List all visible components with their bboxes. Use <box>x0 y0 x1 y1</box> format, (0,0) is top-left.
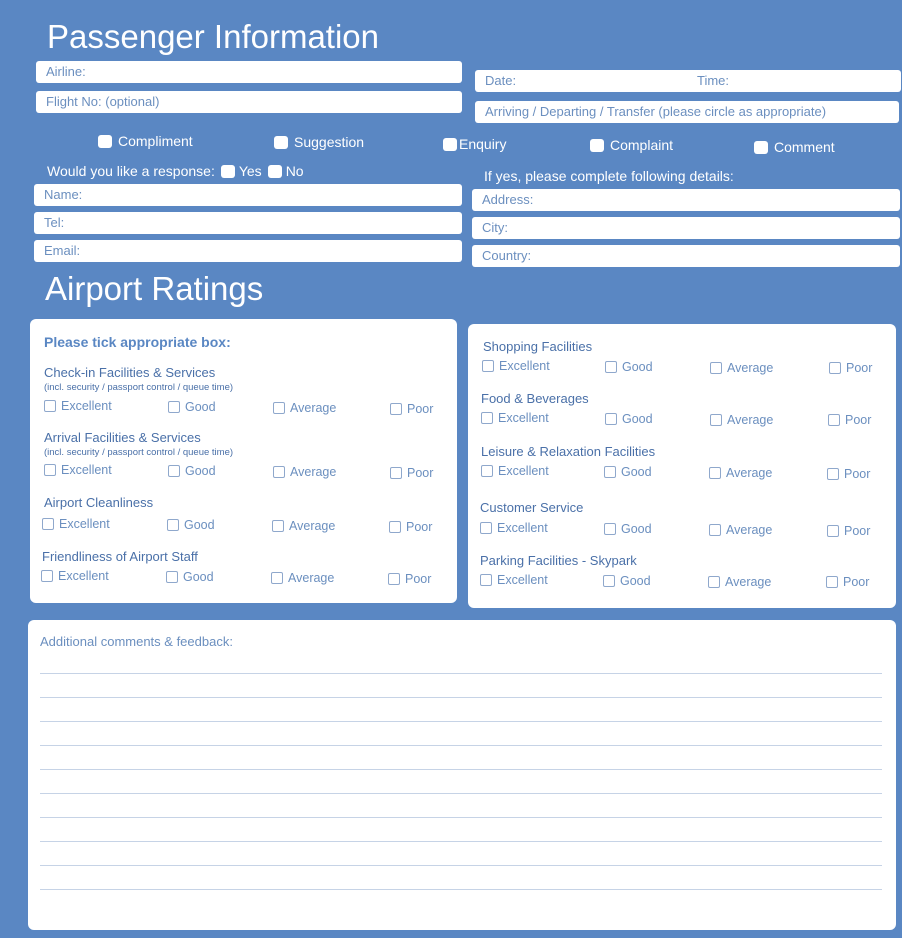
rating-label-shopping: Shopping Facilities <box>483 339 593 354</box>
country-field[interactable]: Country: <box>472 245 900 267</box>
checkbox-icon[interactable] <box>828 414 840 426</box>
friendliness-poor[interactable] <box>388 572 431 586</box>
check-in-poor[interactable] <box>390 402 433 416</box>
tel-field[interactable]: Tel: <box>34 212 462 234</box>
complaint-option[interactable] <box>590 137 673 153</box>
comment-label: Comment <box>774 139 835 155</box>
rating-label-check-in: Check-in Facilities & Services <box>44 365 216 380</box>
checkbox-icon[interactable] <box>826 576 838 588</box>
option-label: Average <box>727 361 774 375</box>
suggestion-option[interactable] <box>274 134 364 150</box>
option-label: Excellent <box>499 359 550 373</box>
checkbox-icon[interactable] <box>709 524 721 536</box>
rating-label-arrival: Arrival Facilities & Services <box>44 430 201 445</box>
option-label: Excellent <box>58 569 109 583</box>
no-checkbox[interactable] <box>268 165 282 178</box>
parking-average[interactable] <box>708 575 771 589</box>
checkbox-icon[interactable] <box>480 522 492 534</box>
checkbox-icon[interactable] <box>271 572 283 584</box>
option-label: Good <box>622 360 653 374</box>
option-label: Excellent <box>498 464 549 478</box>
option-label: Poor <box>407 402 434 416</box>
customer-service-excellent[interactable] <box>480 521 548 535</box>
suggestion-label: Suggestion <box>294 134 365 150</box>
complaint-checkbox[interactable] <box>590 139 604 152</box>
writing-line <box>40 697 882 698</box>
checkbox-icon[interactable] <box>827 468 839 480</box>
rating-label-friendliness: Friendliness of Airport Staff <box>42 549 198 564</box>
option-label: Excellent <box>61 463 112 477</box>
checkbox-icon[interactable] <box>272 520 284 532</box>
city-field[interactable]: City: <box>472 217 900 239</box>
option-label: Average <box>725 575 772 589</box>
email-field[interactable]: Email: <box>34 240 462 262</box>
checkbox-icon[interactable] <box>44 464 56 476</box>
ratings-instruction: Please tick appropriate box: <box>44 334 231 350</box>
checkbox-icon[interactable] <box>481 412 493 424</box>
option-label: Good <box>622 412 653 426</box>
yes-label: Yes <box>238 163 262 179</box>
cleanliness-poor[interactable] <box>389 520 432 534</box>
shopping-good[interactable] <box>605 360 653 374</box>
option-label: Good <box>183 570 214 584</box>
option-label: Excellent <box>497 521 548 535</box>
writing-line <box>40 721 882 722</box>
checkbox-icon[interactable] <box>42 518 54 530</box>
arriving-departing-field[interactable]: Arriving / Departing / Transfer (please circle as appropriate) <box>475 101 899 123</box>
checkbox-icon[interactable] <box>44 400 56 412</box>
friendliness-good[interactable] <box>166 570 214 584</box>
option-label: Average <box>288 571 335 585</box>
option-label: Average <box>726 466 773 480</box>
yes-checkbox[interactable] <box>221 165 235 178</box>
customer-service-poor[interactable] <box>827 524 870 538</box>
time-label: Time: <box>697 73 730 88</box>
passenger-information-heading: Passenger Information <box>47 18 380 55</box>
rating-label-leisure: Leisure & Relaxation Facilities <box>481 444 656 459</box>
check-in-good[interactable] <box>168 400 216 414</box>
checkbox-icon[interactable] <box>604 466 616 478</box>
checkbox-icon[interactable] <box>273 402 285 414</box>
friendliness-average[interactable] <box>271 571 334 585</box>
option-label: Poor <box>407 466 434 480</box>
option-label: Good <box>184 518 215 532</box>
checkbox-icon[interactable] <box>167 519 179 531</box>
writing-line <box>40 745 882 746</box>
option-label: Good <box>621 465 652 479</box>
enquiry-option[interactable] <box>443 136 506 152</box>
checkbox-icon[interactable] <box>41 570 53 582</box>
checkbox-icon[interactable] <box>480 574 492 586</box>
comment-checkbox[interactable] <box>754 141 768 154</box>
cleanliness-good[interactable] <box>167 518 215 532</box>
option-label: Poor <box>405 572 432 586</box>
option-label: Excellent <box>61 399 112 413</box>
option-label: Excellent <box>59 517 110 531</box>
enquiry-checkbox[interactable] <box>443 138 457 151</box>
no-label: No <box>285 163 304 179</box>
option-label: Good <box>621 522 652 536</box>
option-label: Poor <box>846 361 873 375</box>
leisure-average[interactable] <box>709 466 772 480</box>
customer-service-average[interactable] <box>709 523 772 537</box>
writing-line <box>40 793 882 794</box>
checkbox-icon[interactable] <box>273 466 285 478</box>
checkbox-icon[interactable] <box>390 467 402 479</box>
comments-label: Additional comments & feedback: <box>40 634 233 649</box>
comments-panel[interactable] <box>28 620 896 930</box>
cleanliness-average[interactable] <box>272 519 335 533</box>
airline-field[interactable]: Airline: <box>36 61 462 83</box>
rating-sublabel-check-in: (incl. security / passport control / queue time) <box>44 382 234 393</box>
rating-sublabel-arrival: (incl. security / passport control / queue time) <box>44 447 234 458</box>
option-label: Excellent <box>498 411 549 425</box>
rating-label-customer-service: Customer Service <box>480 500 584 515</box>
ratings-panel-left <box>30 319 457 603</box>
parking-excellent[interactable] <box>480 573 548 587</box>
writing-line <box>40 769 882 770</box>
date-label: Date: <box>485 73 517 88</box>
checkbox-icon[interactable] <box>827 525 839 537</box>
option-label: Poor <box>406 520 433 534</box>
food-good[interactable] <box>605 412 653 426</box>
option-label: Average <box>290 465 337 479</box>
checkbox-icon[interactable] <box>603 575 615 587</box>
checkbox-icon[interactable] <box>388 573 400 585</box>
check-in-excellent[interactable] <box>44 399 112 413</box>
shopping-excellent[interactable] <box>482 359 550 373</box>
leisure-good[interactable] <box>604 465 652 479</box>
writing-line <box>40 673 882 674</box>
checkbox-icon[interactable] <box>605 361 617 373</box>
checkbox-icon[interactable] <box>390 403 402 415</box>
checkbox-icon[interactable] <box>605 413 617 425</box>
name-field[interactable]: Name: <box>34 184 462 206</box>
arrival-excellent[interactable] <box>44 463 112 477</box>
arrival-good[interactable] <box>168 464 216 478</box>
option-label: Good <box>185 464 216 478</box>
option-label: Average <box>727 413 774 427</box>
option-label: Average <box>289 519 336 533</box>
option-label: Good <box>185 400 216 414</box>
rating-label-parking: Parking Facilities - Skypark <box>480 553 637 568</box>
enquiry-label: Enquiry <box>459 136 507 152</box>
option-label: Excellent <box>497 573 548 587</box>
airport-ratings-heading: Airport Ratings <box>45 270 264 307</box>
arrival-average[interactable] <box>273 465 336 479</box>
if-yes-instruction: If yes, please complete following details: <box>484 168 734 184</box>
food-average[interactable] <box>710 413 773 427</box>
writing-line <box>40 841 882 842</box>
check-in-average[interactable] <box>273 401 336 415</box>
compliment-checkbox[interactable] <box>98 135 112 148</box>
checkbox-icon[interactable] <box>709 467 721 479</box>
checkbox-icon[interactable] <box>710 362 722 374</box>
food-poor[interactable] <box>828 413 871 427</box>
option-label: Good <box>620 574 651 588</box>
cleanliness-excellent[interactable] <box>42 517 110 531</box>
response-question <box>47 163 304 179</box>
flight-no-field[interactable]: Flight No: (optional) <box>36 91 462 113</box>
leisure-excellent[interactable] <box>481 464 549 478</box>
suggestion-checkbox[interactable] <box>274 136 288 149</box>
writing-line <box>40 865 882 866</box>
checkbox-icon[interactable] <box>604 523 616 535</box>
rating-label-cleanliness: Airport Cleanliness <box>44 495 154 510</box>
response-question-label: Would you like a response: <box>47 163 215 179</box>
address-field[interactable]: Address: <box>472 189 900 211</box>
date-time-field[interactable] <box>475 70 901 92</box>
food-excellent[interactable] <box>481 411 549 425</box>
complaint-label: Complaint <box>610 137 674 153</box>
leisure-poor[interactable] <box>827 467 870 481</box>
comment-option[interactable] <box>754 139 835 155</box>
checkbox-icon[interactable] <box>481 465 493 477</box>
checkbox-icon[interactable] <box>482 360 494 372</box>
compliment-label: Compliment <box>118 133 193 149</box>
checkbox-icon[interactable] <box>389 521 401 533</box>
option-label: Poor <box>843 575 870 589</box>
option-label: Average <box>290 401 337 415</box>
ratings-panel-right <box>468 324 896 608</box>
writing-line <box>40 889 882 890</box>
option-label: Poor <box>845 413 872 427</box>
customer-service-good[interactable] <box>604 522 652 536</box>
checkbox-icon[interactable] <box>708 576 720 588</box>
parking-good[interactable] <box>603 574 651 588</box>
checkbox-icon[interactable] <box>168 465 180 477</box>
rating-label-food: Food & Beverages <box>481 391 589 406</box>
checkbox-icon[interactable] <box>829 362 841 374</box>
friendliness-excellent[interactable] <box>41 569 109 583</box>
checkbox-icon[interactable] <box>168 401 180 413</box>
shopping-average[interactable] <box>710 361 773 375</box>
writing-line <box>40 817 882 818</box>
option-label: Poor <box>844 524 871 538</box>
shopping-poor[interactable] <box>829 361 872 375</box>
arrival-poor[interactable] <box>390 466 433 480</box>
parking-poor[interactable] <box>826 575 869 589</box>
compliment-option[interactable] <box>98 133 193 149</box>
checkbox-icon[interactable] <box>166 571 178 583</box>
option-label: Poor <box>844 467 871 481</box>
option-label: Average <box>726 523 773 537</box>
checkbox-icon[interactable] <box>710 414 722 426</box>
